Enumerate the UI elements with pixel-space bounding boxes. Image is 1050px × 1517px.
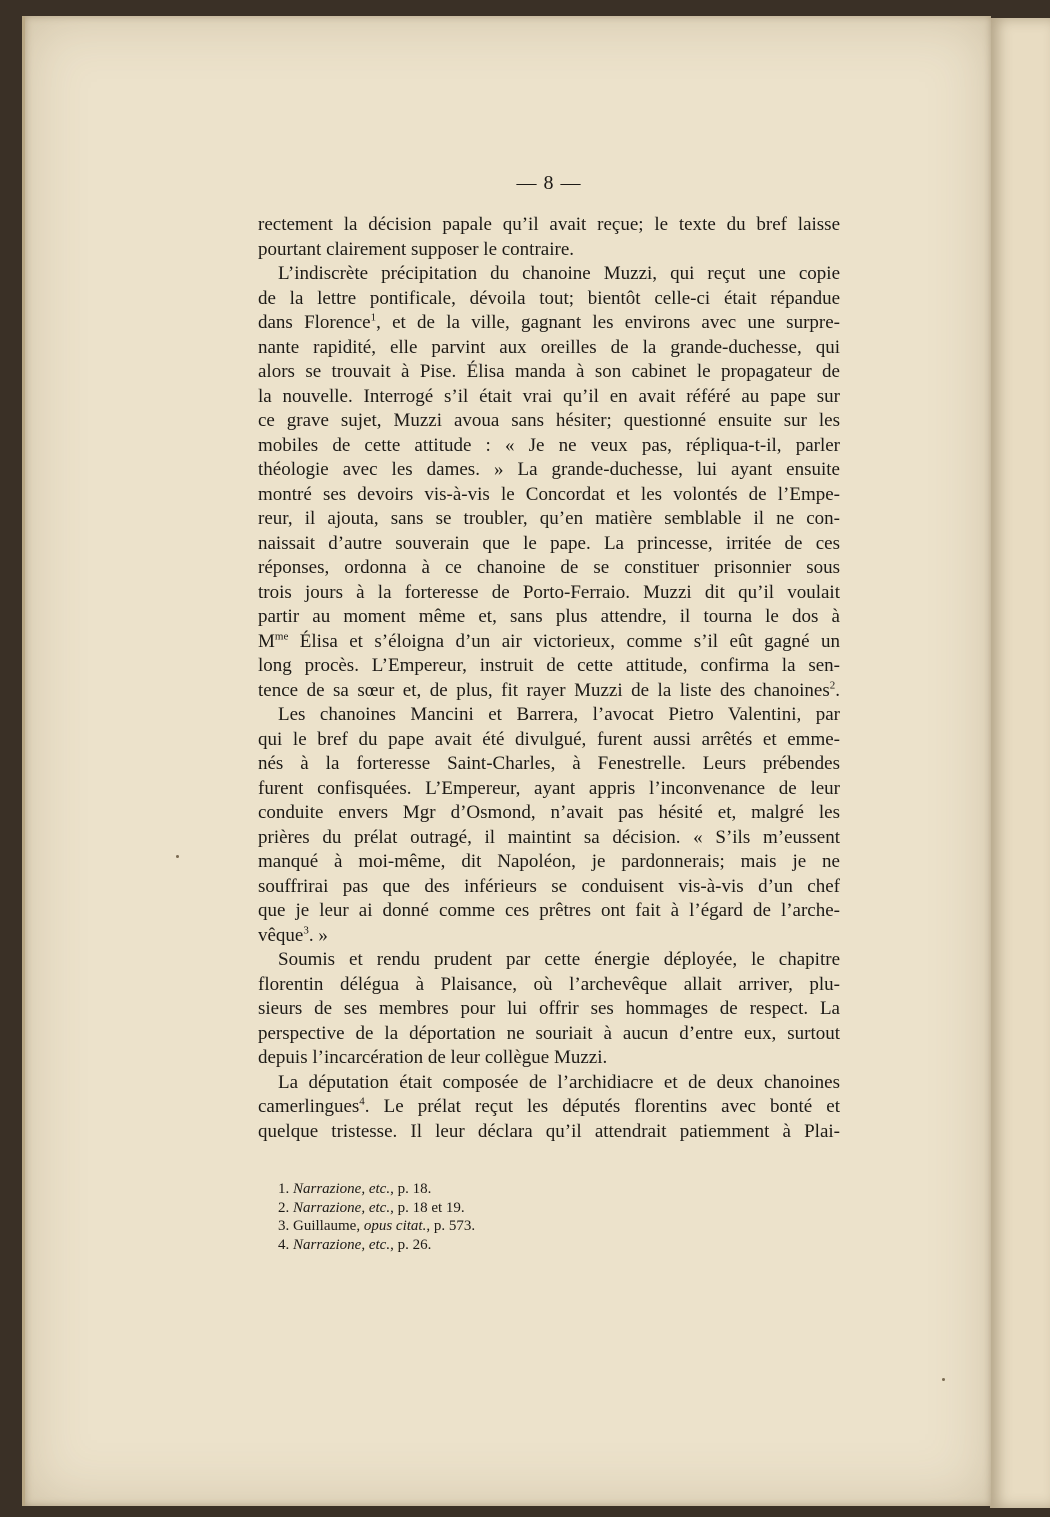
text-line (258, 409, 840, 434)
footnote (278, 1199, 678, 1218)
line-text: nés à la forteresse Saint-Charles, à Fenestrelle. Leurs prébendes (258, 753, 840, 774)
line-text: pourtant clairement supposer le contraire. (258, 238, 575, 260)
text-line (258, 311, 840, 336)
line-text: Les chanoines Mancini et Barrera, l’avocat Pietro Valentini, par (278, 704, 840, 725)
footnote-ref: 4 (359, 1095, 365, 1108)
line-text: montré ses devoirs vis-à-vis le Concordat et les volontés de l’Empe- (258, 483, 840, 505)
footnote-ref: 2 (829, 679, 836, 692)
line-text-after: . (835, 679, 840, 701)
text-line (258, 385, 840, 410)
text-line (258, 826, 840, 851)
footnote-number: 3. (278, 1218, 290, 1234)
footnote-title: Narrazione, etc. (293, 1181, 391, 1197)
footnote (278, 1180, 678, 1199)
line-text: La députation était composée de l’archidiacre et de deux chanoines (278, 1071, 840, 1093)
line-text: vêque (258, 924, 304, 946)
line-text: alors se trouvait à Pise. Élisa manda à son cabinet le propagateur de (258, 361, 840, 382)
line-text: prières du prélat outragé, il maintint sa décision. « S’ils m’eussent (258, 826, 840, 848)
line-text: de la lettre pontificale, dévoila tout; bientôt celle-ci était répandue (258, 287, 840, 309)
text-line (258, 605, 840, 630)
line-text: conduite envers Mgr d’Osmond, n’avait pas hésité et, malgré les (258, 802, 840, 823)
footnote-title: opus citat. (363, 1218, 427, 1234)
line-text: souffrirai pas que des inférieurs se conduisent vis-à-vis d’un chef (258, 875, 840, 897)
line-text: perspective de la déportation ne souriait à aucun d’entre eux, surtout (258, 1022, 840, 1044)
line-text: nante rapidité, elle parvint aux oreilles de la grande-duchesse, qui (258, 336, 840, 358)
footnote-page: , p. 573. (426, 1218, 476, 1234)
line-text: florentin délégua à Plaisance, où l’archevêque allait arriver, plu- (258, 973, 840, 995)
text-line (258, 336, 840, 361)
line-text: M (258, 630, 275, 652)
footnote-number: 2. (278, 1199, 290, 1216)
footnote-page: , p. 26. (390, 1236, 432, 1253)
line-text: depuis l’incarcération de leur collègue Muzzi. (258, 1047, 608, 1068)
text-line (258, 238, 840, 263)
line-text: L’indiscrète précipitation du chanoine Muzzi, qui reçut une copie (278, 263, 840, 284)
footnote-author: Guillaume, (293, 1218, 364, 1234)
footnote-page: , p. 18. (390, 1181, 432, 1197)
footnote (278, 1217, 678, 1236)
text-line (258, 581, 840, 606)
text-line (258, 752, 840, 777)
text-line (258, 703, 840, 728)
text-line (258, 287, 840, 312)
text-line (258, 973, 840, 998)
line-text: partir au moment même et, sans plus attendre, il tourna le dos à (258, 606, 840, 627)
line-text: théologie avec les dames. » La grande-duchesse, lui ayant ensuite (258, 459, 840, 480)
body-text (258, 213, 840, 1144)
text-line (258, 948, 840, 973)
page-number: — 8 — (516, 172, 582, 194)
footnote-ref: 1 (370, 311, 377, 324)
text-line (258, 924, 840, 949)
line-text: trois jours à la forteresse de Porto-Ferraio. Muzzi dit qu’il voulait (258, 581, 840, 603)
text-line (258, 458, 840, 483)
footnote-page: , p. 18 et 19. (390, 1199, 465, 1216)
paper-speck (942, 1378, 945, 1381)
footnote-number: 4. (278, 1236, 290, 1253)
text-line (258, 1022, 840, 1047)
text-line (258, 507, 840, 532)
text-line (258, 777, 840, 802)
footnote-number: 1. (278, 1181, 290, 1197)
text-line (258, 1071, 840, 1096)
footnote (278, 1236, 678, 1255)
line-text: manqué à moi-même, dit Napoléon, je pardonnerais; mais je ne (258, 851, 840, 872)
text-line (258, 1120, 840, 1145)
text-line (258, 728, 840, 753)
line-text: Soumis et rendu prudent par cette énergie déployée, le chapitre (278, 949, 840, 970)
text-line (258, 532, 840, 557)
line-text: naissait d’autre souverain que le pape. La princesse, irritée de ces (258, 532, 840, 554)
text-line (258, 434, 840, 459)
line-text: long procès. L’Empereur, instruit de cette attitude, confirma la sen- (258, 655, 840, 676)
line-text: camerlingues (258, 1096, 360, 1117)
text-line (258, 630, 840, 655)
text-line (258, 850, 840, 875)
facing-page-edge (990, 18, 1050, 1508)
text-line (258, 801, 840, 826)
text-line (258, 556, 840, 581)
line-text-after: . Le prélat reçut les députés florentins avec bonté et (364, 1096, 840, 1117)
line-text-after: . » (308, 924, 328, 946)
line-text: rectement la décision papale qu’il avait reçue; le texte du bref laisse (258, 214, 840, 235)
text-line (258, 262, 840, 287)
text-line (258, 997, 840, 1022)
text-line (258, 875, 840, 900)
footnote-title: Narrazione, etc. (293, 1199, 391, 1216)
line-text: dans Florence (258, 312, 371, 333)
line-text: que je leur ai donné comme ces prêtres ont fait à l’égard de l’arche- (258, 900, 840, 921)
paper-speck (176, 855, 179, 858)
line-text: tence de sa sœur et, de plus, fit rayer Muzzi de la liste des chanoines (258, 679, 830, 701)
line-text: mobiles de cette attitude : « Je ne veux pas, répliqua-t-il, parler (258, 434, 840, 456)
text-line (258, 679, 840, 704)
text-line (258, 654, 840, 679)
line-text: la nouvelle. Interrogé s’il était vrai qu’il en avait référé au pape sur (258, 385, 840, 407)
text-line (258, 483, 840, 508)
line-text: réponses, ordonna à ce chanoine de se constituer prisonnier sous (258, 557, 840, 578)
footnote-title: Narrazione, etc. (293, 1236, 391, 1253)
footnote-ref: 3 (303, 924, 309, 937)
line-text: ce grave sujet, Muzzi avoua sans hésiter; questionné ensuite sur les (258, 410, 840, 431)
footnote-ref: me (274, 630, 289, 643)
line-text: reur, il ajouta, sans se troubler, qu’en matière semblable il ne con- (258, 508, 840, 529)
text-line (258, 213, 840, 238)
text-line (258, 1095, 840, 1120)
text-line (258, 1046, 840, 1071)
line-text: qui le bref du pape avait été divulgué, furent aussi arrêtés et emme- (258, 728, 840, 750)
line-text-after: , et de la ville, gagnant les environs avec une surpre- (376, 312, 840, 333)
line-text: furent confisquées. L’Empereur, ayant appris l’inconvenance de leur (258, 777, 840, 799)
text-line (258, 360, 840, 385)
footnotes (278, 1180, 678, 1254)
line-text: quelque tristesse. Il leur déclara qu’il attendrait patiemment à Plai- (258, 1120, 840, 1142)
line-text: sieurs de ses membres pour lui offrir ses hommages de respect. La (258, 998, 840, 1019)
text-line (258, 899, 840, 924)
line-text-after: Élisa et s’éloigna d’un air victorieux, comme s’il eût gagné un (288, 630, 840, 652)
